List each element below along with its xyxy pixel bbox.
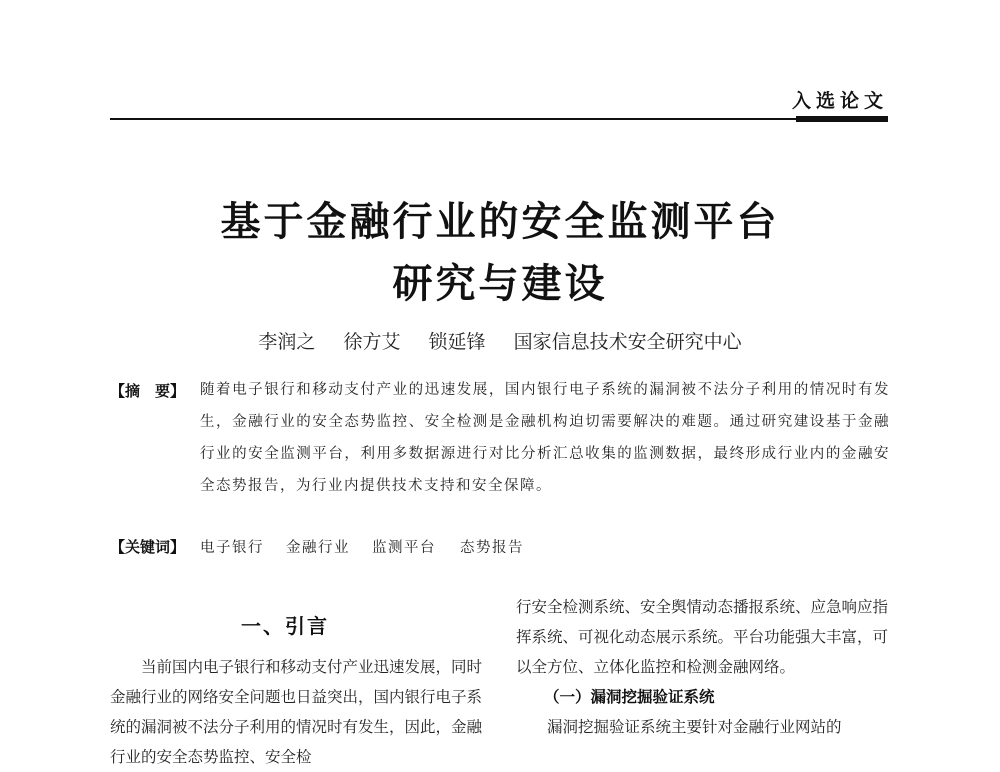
keyword: 电子银行 bbox=[200, 540, 264, 556]
header-rule-accent bbox=[796, 116, 888, 122]
keywords-label: 【关键词】 bbox=[110, 538, 186, 556]
keyword: 态势报告 bbox=[460, 540, 524, 556]
keyword: 监测平台 bbox=[372, 540, 436, 556]
subsection-heading: （一）漏洞挖掘验证系统 bbox=[544, 688, 715, 706]
abstract-label: 【摘 要】 bbox=[110, 382, 186, 400]
author-list bbox=[0, 327, 1000, 354]
keyword: 金融行业 bbox=[286, 540, 350, 556]
author-affiliation: 国家信息技术安全研究中心 bbox=[513, 331, 742, 353]
abstract-text: 随着电子银行和移动支付产业的迅速发展，国内银行电子系统的漏洞被不法分子利用的情况时有发生，金融行业的安全态势监控、安全检测是金融机构迫切需要解决的难题。通过研究建设基于金融行业的安全监测平台，利用多数据源进行对比分析汇总收集的监测数据，最终形成行业内的金融安全态势报告，为行业内提供技术支持和安全保障。 bbox=[200, 382, 890, 494]
section-tag: 入选论文 bbox=[791, 90, 888, 112]
paper-title-line2: 研究与建设 bbox=[392, 261, 608, 307]
body-paragraph: 当前国内电子银行和移动支付产业迅速发展，同时金融行业的网络安全问题也日益突出，国内银行电子系统的漏洞被不法分子利用的情况时有发生，因此，金融行业的安全态势监控、安全检 bbox=[110, 658, 483, 766]
body-paragraph: 行安全检测系统、安全舆情动态播报系统、应急响应指挥系统、可视化动态展示系统。平台功能强大丰富，可以全方位、立体化监控和检测金融网络。 bbox=[516, 598, 889, 676]
author-name: 徐方艾 bbox=[343, 331, 401, 353]
right-column bbox=[516, 592, 892, 742]
left-column bbox=[110, 652, 488, 772]
author-name: 锁延锋 bbox=[428, 331, 486, 353]
body-paragraph: 漏洞挖掘验证系统主要针对金融行业网站的 bbox=[547, 718, 842, 736]
paper-title-line1: 基于金融行业的安全监测平台 bbox=[220, 199, 780, 245]
header-rule bbox=[110, 118, 888, 120]
author-name: 李润之 bbox=[258, 331, 316, 353]
section-heading: 一、引言 bbox=[241, 614, 329, 638]
